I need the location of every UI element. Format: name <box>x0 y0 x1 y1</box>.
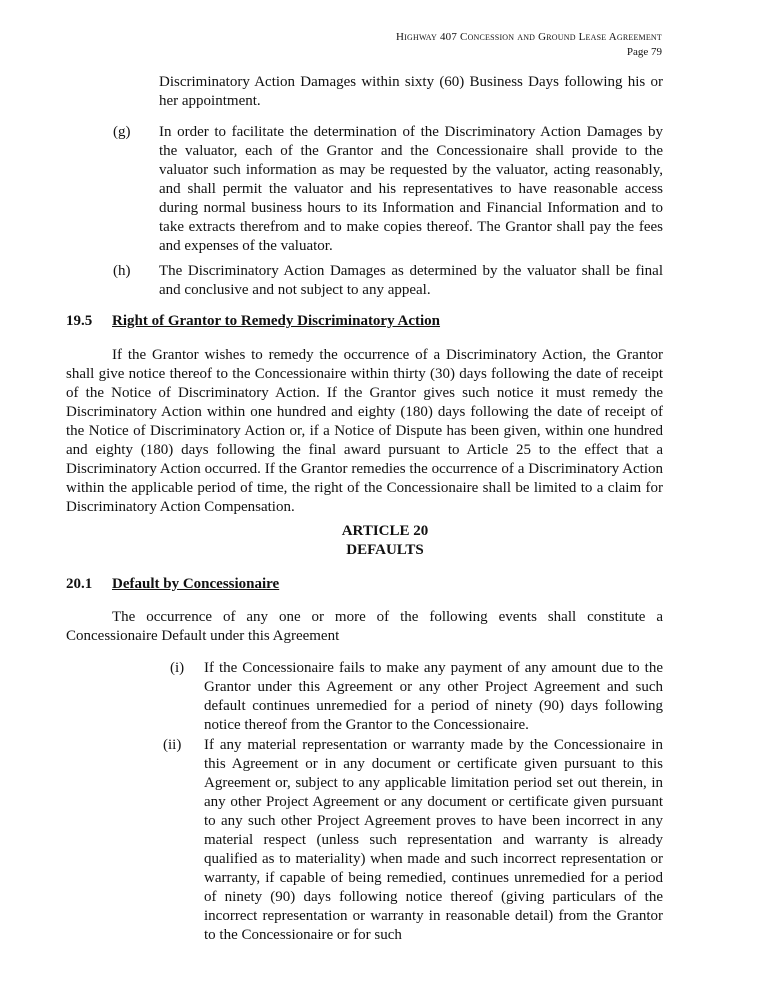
section-title: Default by Concessionaire <box>112 576 280 592</box>
section-19-5-paragraph: If the Grantor wishes to remedy the occurrence of a Discriminatory Action, the Grantor shall give notice thereof to the Concessionaire within thirty (30) days following the date of receipt of the Notice of Discriminatory Action. If the Grantor gives such notice it must remedy the Discriminatory Action within one hundred and eighty (180) days following the date of receipt of the Notice of Discriminatory Action or, if a Notice of Dispute has been given, within one hundred and eighty (180) days following the final award pursuant to Article 25 to the effect that a Discriminatory Action occurred. If the Grantor remedies the occurrence of a Discriminatory Action within the applicable period of time, the right of the Concessionaire shall be limited to a claim for Discriminatory Action Compensation. <box>66 347 663 515</box>
section-title: Right of Grantor to Remedy Discriminatory Action <box>112 313 441 329</box>
item-h-label: (h) <box>113 263 131 279</box>
page-number: Page 79 <box>626 46 662 58</box>
section-19-5-heading <box>66 312 440 331</box>
page-header <box>396 30 662 60</box>
agreement-title: Highway 407 Concession and Ground Lease Agreement <box>395 31 662 43</box>
section-20-1-paragraph: The occurrence of any one or more of the following events shall constitute a Concessionaire Default under this Agreement <box>66 609 663 644</box>
item-g-label: (g) <box>113 124 131 140</box>
continuation-paragraph: Discriminatory Action Damages within sixty (60) Business Days following his or her appointment. <box>159 74 663 109</box>
item-i-label: (i) <box>170 660 185 676</box>
section-20-1-heading <box>66 575 279 594</box>
section-number: 20.1 <box>66 576 93 592</box>
article-20-heading <box>0 522 770 560</box>
section-number: 19.5 <box>66 313 93 329</box>
item-i-text: If the Concessionaire fails to make any payment of any amount due to the Grantor under this Agreement or any other Project Agreement and such default continues unremedied for a period of ninety (90) days following notice thereof from the Grantor to the Concessionaire. <box>204 660 663 733</box>
item-ii-label: (ii) <box>163 737 182 753</box>
item-g-text: In order to facilitate the determination of the Discriminatory Action Damages by the valuator, each of the Grantor and the Concessionaire shall provide to the valuator such information as may be requested by the valuator, acting reasonably, and shall permit the valuator and his representatives to have reasonable access during normal business hours to its Information and Financial Information and to take extracts therefrom and to make copies thereof. The Grantor shall pay the fees and expenses of the valuator. <box>159 124 663 254</box>
article-number: ARTICLE 20 <box>341 523 429 539</box>
item-ii-text: If any material representation or warranty made by the Concessionaire in this Agreement or in any document or certificate given pursuant to this Agreement or, subject to any applicable limitation period set out therein, in any other Project Agreement or any document or certificate given pursuant to any such other Project Agreement proves to have been incorrect in any material respect (unless such representation and warranty is already qualified as to materiality) when made and such incorrect representation or warranty, if capable of being remedied, continues unremedied for a period of ninety (90) days following notice thereof (giving particulars of the incorrect representation or warranty in reasonable detail) from the Grantor to the Concessionaire or for such <box>204 737 663 943</box>
article-title: DEFAULTS <box>346 542 424 558</box>
item-h-text: The Discriminatory Action Damages as determined by the valuator shall be final and conclusive and not subject to any appeal. <box>159 263 663 298</box>
